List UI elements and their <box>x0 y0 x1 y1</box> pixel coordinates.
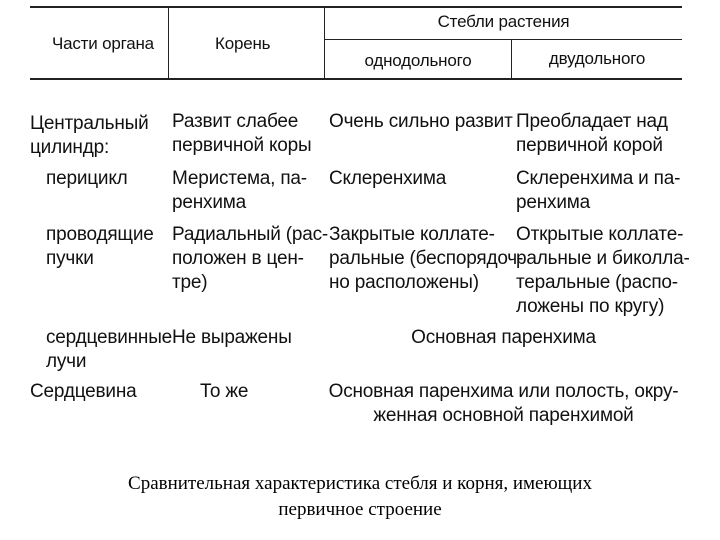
row-pericycle-root: Меристема, па- ренхима <box>172 168 307 213</box>
row-pericycle-label: перицикл <box>46 168 128 189</box>
header-dicot: двудольного <box>548 49 646 68</box>
row-central-cylinder-root: Развит слабее первичной коры <box>172 111 312 156</box>
row-central-cylinder-monocot: Очень сильно развит <box>329 111 513 132</box>
figure-caption: Сравнительная характеристика стебля и корня, имеющих первичное строение <box>128 473 592 520</box>
row-vascular-bundles-dicot: Открытые коллате- ральные и биколла- теральные (распо- ложены по кругу) <box>516 224 690 317</box>
row-medullary-rays-label: сердцевинные лучи <box>46 327 173 372</box>
row-pith-stems: Основная паренхима или полость, окру- женная основной паренхимой <box>328 381 679 426</box>
header-organ-parts: Части органа <box>52 34 154 53</box>
header-bottom-rule <box>30 78 682 80</box>
row-central-cylinder-dicot: Преобладает над первичной корой <box>516 111 668 156</box>
row-pericycle-monocot: Склеренхима <box>329 168 447 189</box>
row-pith-label: Сердцевина <box>30 381 137 402</box>
row-vascular-bundles-label: проводящие пучки <box>46 224 154 269</box>
header-divider-1 <box>168 6 169 79</box>
header-stems: Стебли растения <box>437 12 570 31</box>
header-monocot: однодольного <box>364 51 472 70</box>
row-central-cylinder-label: Центральный цилиндр: <box>30 113 149 158</box>
table-top-rule <box>30 6 682 8</box>
header-root: Корень <box>215 34 271 53</box>
row-vascular-bundles-monocot: Закрытые коллате- ральные (беспорядоч- но расположены) <box>329 224 524 293</box>
row-pith-root: То же <box>200 381 249 402</box>
row-vascular-bundles-root: Радиальный (рас- положен в цен- тре) <box>172 224 328 293</box>
row-medullary-rays-stems: Основная паренхима <box>411 327 596 348</box>
row-pericycle-dicot: Склеренхима и па- ренхима <box>516 168 681 213</box>
stems-header-divider <box>325 39 682 40</box>
row-medullary-rays-root: Не выражены <box>172 327 292 348</box>
